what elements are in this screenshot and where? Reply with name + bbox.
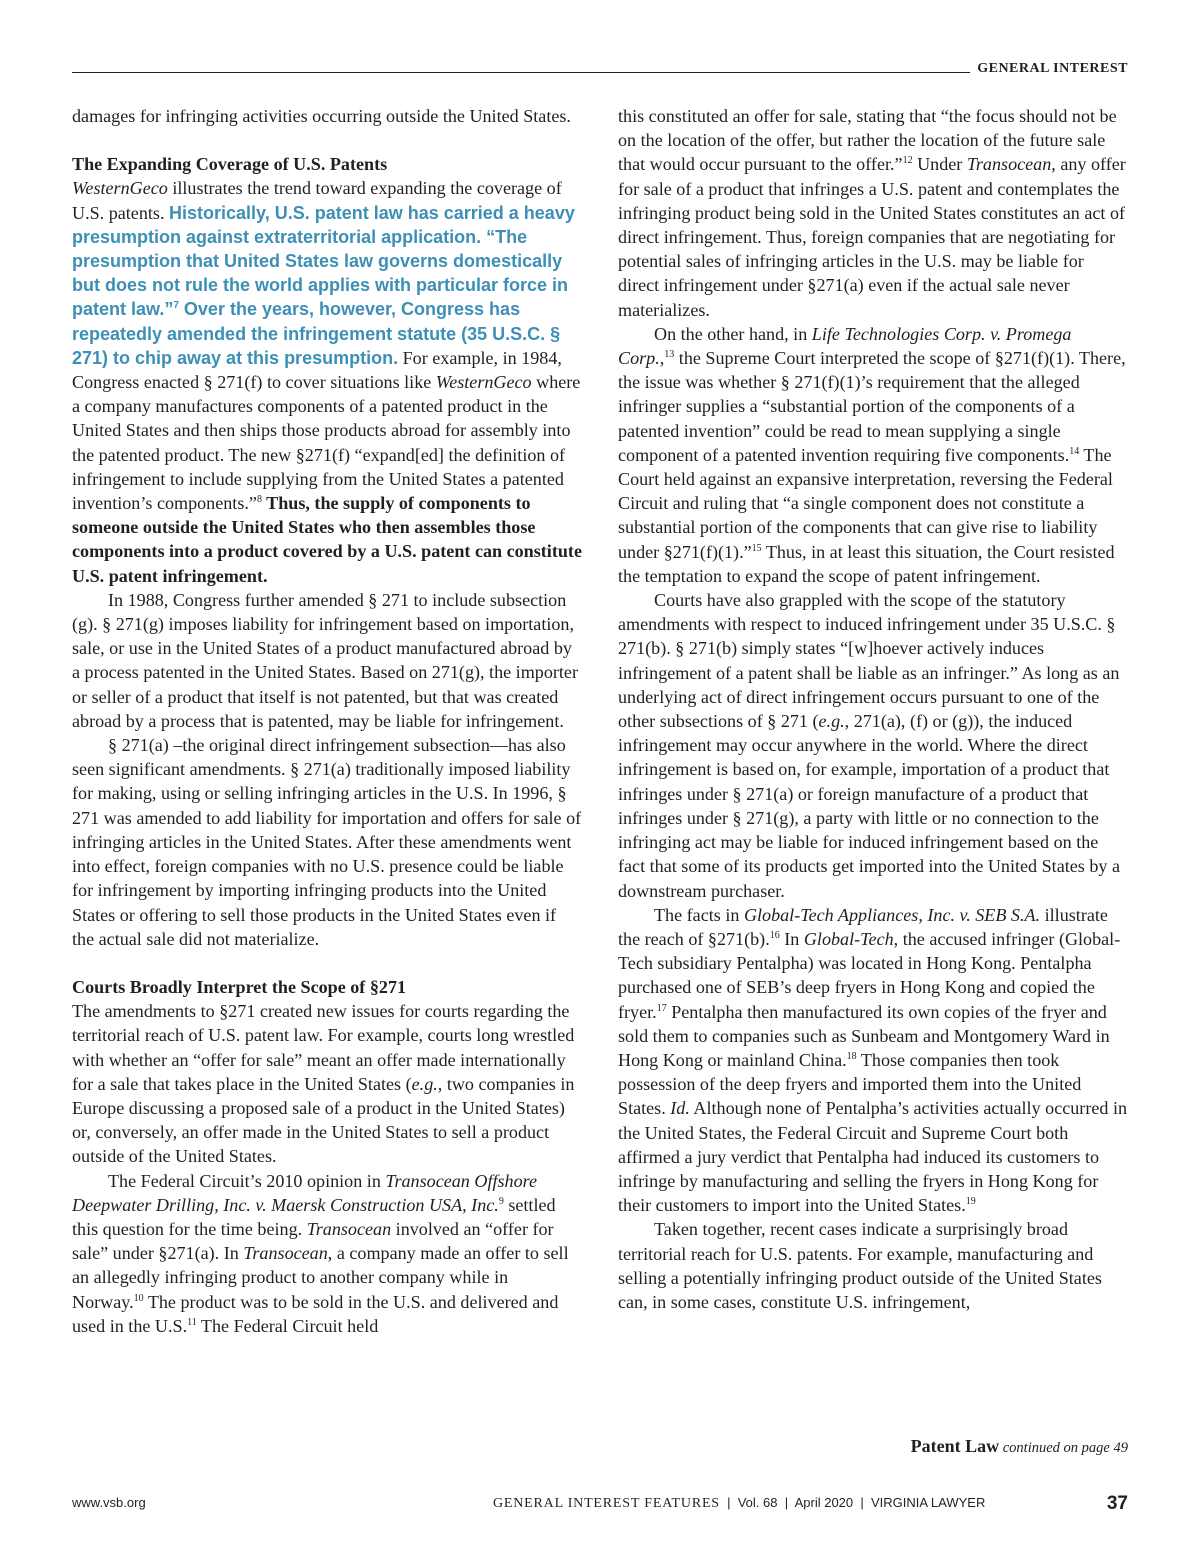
paragraph: damages for infringing activities occurring outside the United States.: [72, 106, 571, 126]
section-heading: Courts Broadly Interpret the Scope of §271: [72, 976, 407, 997]
pull-quote: Historically, U.S. patent law has carried a heavy presumption against extraterritorial application. “The presumption that United States law governs domestically but does not rule the world applies with particular force in patent law.”$^7$ Over the years, however, Congress has repeatedly amended the infringement statute (35 U.S.C. § 271) to chip away at this presumption.: [72, 202, 575, 368]
left-column: [72, 104, 582, 1338]
footnote-ref: 8: [256, 494, 262, 506]
paragraph: The amendments to §271 created new issues for courts regarding the territorial reach of U.S. patent law. For example, courts long wrestled with whether an “offer for sale” meant an offer made internationally for a sale that takes place in the United States (e.g., two companies in Europe discussing a proposed sale of a product in the United States) or, conversely, an offer made in the United States to sell a product outside of the United States.: [72, 1001, 575, 1167]
paragraph: WesternGeco illustrates the trend toward expanding the coverage of U.S. patents. Historically, U.S. patent law has carried a heavy presumption against extraterritorial application. “The presumption that United States law governs domestically but does not rule the world applies with particular force in patent law.”$^7$ Over the years, however, Congress has repeatedly amended the infringement statute (35 U.S.C. § 271) to chip away at this presumption. For example, in 1984, Congress enacted § 271(f) to cover situations like WesternGeco where a company manufactures components of a patented product in the United States and then ships those products abroad for assembly into the patented product. The new §271(f) “expand[ed] the definition of infringement to include supplying from the United States a patented invention’s components.”$^8$ Thus, the supply of components to someone outside the United States who then assembles those components into a product covered by a U.S. patent can constitute U.S. patent infringement.: [72, 178, 582, 586]
footer-url: www.vsb.org: [72, 1495, 146, 1510]
footer-publication: VIRGINIA LAWYER: [870, 1495, 986, 1510]
paragraph: Courts have also grappled with the scope of the statutory amendments with respect to induced infringement under 35 U.S.C. § 271(b). § 271(b) simply states “[w]hoever actively induces infringement of a patent shall be liable as an infringer.” As long as an underlying act of direct infringement occurs pursuant to one of the other subsections of § 271 (e.g., 271(a), (f) or (g)), the induced infringement may occur anywhere in the world. Where the direct infringement is based on, for example, importation of a product that infringes under § 271(a) or foreign manufacture of a product that infringes under § 271(g), a party with little or no connection to the infringing act may be liable for induced infringement based on the fact that some of its products get imported into the United States by a downstream purchaser.: [618, 590, 1120, 901]
continued-text: continued on page 49: [999, 1440, 1128, 1456]
paragraph: § 271(a) –the original direct infringement subsection—has also seen significant amendments. § 271(a) traditionally imposed liability for making, using or selling infringing articles in the U.S. In 1996, § 271 was amended to add liability for importation and offers for sale of infringing articles in the United States. After these amendments went into effect, foreign companies with no U.S. presence could be liable for infringement by importing infringing products into the United States or offering to sell those products in the United States even if the actual sale did not materialize.: [72, 735, 582, 949]
paragraph: On the other hand, in Life Technologies Corp. v. Promega Corp.,$^{13}$ the Supreme Court interpreted the scope of §271(f)(1). There, the issue was whether § 271(f)(1)’s requirement that the alleged infringer supplies a “substantial portion of the components of a patented invention” could be read to mean supplying a single component of a patented invention requiring five components.$^{14}$ The Court held against an expansive interpretation, reversing the Federal Circuit and ruling that “a single component does not constitute a substantial portion of the components that can give rise to liability under §271(f)(1).”$^{15}$ Thus, in at least this situation, the Court resisted the temptation to expand the scope of patent infringement.: [618, 323, 1126, 586]
paragraph: this constituted an offer for sale, stating that “the focus should not be on the location of the offer, but rather the location of the future sale that would occur pursuant to the offer.”$^{12}$ Under Transocean, any offer for sale of a product that infringes a U.S. patent and contemplates the infringing product being sold in the United States constitutes an act of direct infringement. Thus, foreign companies that are negotiating for potential sales of infringing articles in the U.S. may be liable for direct infringement under §271(a) even if the actual sale never materializes.: [618, 106, 1126, 320]
continued-note: [911, 1436, 1128, 1457]
paragraph: Taken together, recent cases indicate a surprisingly broad territorial reach for U.S. patents. For example, manufacturing and selling a potentially infringing product outside of the United States can, in some cases, constitute U.S. infringement,: [618, 1219, 1102, 1312]
continued-label: Patent Law: [910, 1436, 1000, 1456]
section-header: GENERAL INTEREST: [977, 61, 1128, 76]
header-rule: [72, 72, 970, 73]
right-column: [618, 104, 1128, 1314]
paragraph: The facts in Global-Tech Appliances, Inc. v. SEB S.A. illustrate the reach of §271(b).$^{16}$ In Global-Tech, the accused infringer (Global-Tech subsidiary Pentalpha) was located in Hong Kong. Pentalpha purchased one of SEB’s deep fryers in Hong Kong and copied the fryer.$^{17}$ Pentalpha then manufactured its own copies of the fryer and sold them to companies such as Sunbeam and Montgomery Ward in Hong Kong or mainland China.$^{18}$ Those companies then took possession of the deep fryers and imported them into the United States. Id. Although none of Pentalpha’s activities actually occurred in the United States, the Federal Circuit and Supreme Court both affirmed a jury verdict that Pentalpha had induced its customers to infringe by manufacturing and selling the fryers in Hong Kong for their customers to import into the United States.$^{19}$: [618, 904, 1128, 1216]
paragraph: The Federal Circuit’s 2010 opinion in Transocean Offshore Deepwater Drilling, Inc. v. Maersk Construction USA, Inc.$^9$ settled this question for the time being. Transocean involved an “offer for sale” under §271(a). In Transocean, a company made an offer to sell an allegedly infringing product to another company while in Norway.$^{10}$ The product was to be sold in the U.S. and delivered and used in the U.S.$^{11}$ The Federal Circuit held: [72, 1170, 569, 1336]
section-heading: The Expanding Coverage of U.S. Patents: [72, 154, 388, 175]
footer-volume: Vol. 68: [737, 1495, 778, 1510]
footer-date: April 2020: [794, 1495, 854, 1510]
footer-info: GENERAL INTEREST FEATURES | Vol. 68 | April 2020 | VIRGINIA LAWYER: [493, 1495, 986, 1511]
page-number: 37: [1106, 1493, 1128, 1514]
paragraph: In 1988, Congress further amended § 271 to include subsection (g). § 271(g) imposes liability for infringement based on importation, sale, or use in the United States of a product manufactured abroad by a process patented in the United States. Based on 271(g), the importer or seller of a product that itself is not patented, but that was created abroad by a process that is patented, may be liable for infringement.: [72, 589, 578, 731]
footer-section: GENERAL INTEREST FEATURES: [493, 1496, 720, 1511]
